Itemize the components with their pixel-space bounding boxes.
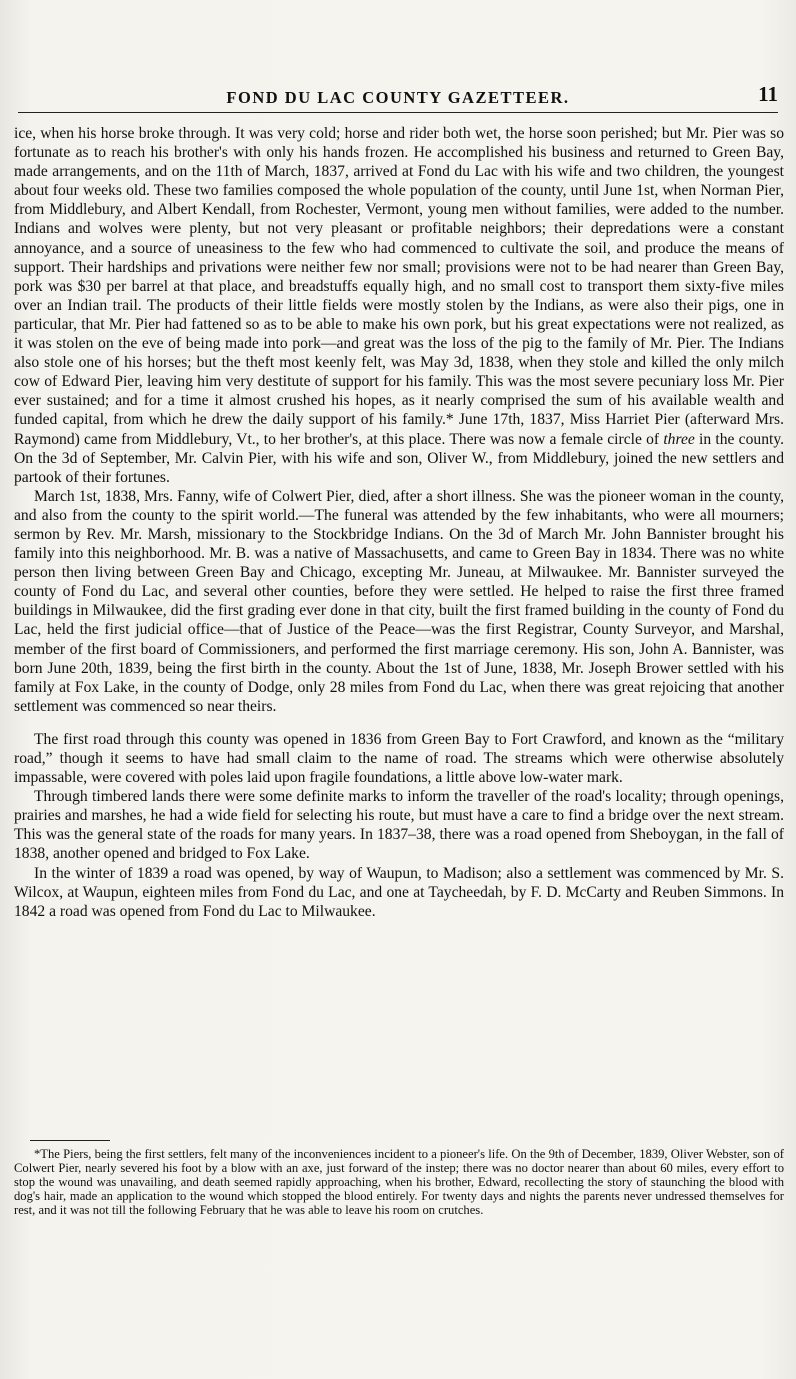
paragraph-1-text-a: ice, when his horse broke through. It was very cold; horse and rider both wet, the horse soon perished; but Mr. Pier was so fortunate as to reach his brother's with only his hands frozen. He accomplished his business and returned to Green Bay, made arrangements, and on the 11th of March, 1837, arrived at Fond du Lac with his wife and two children, the youngest about four weeks old. These two families composed the whole population of the county, until June 1st, when Norman Pier, from Middlebury, and Albert Kendall, from Rochester, Vermont, young men without families, were added to the number. Indians and wolves were plenty, but not very pleasant or profitable neighbors; their depredations were a constant annoyance, and a source of uneasiness to the few who had commenced to cultivate the soil, and produce the means of support. Their hardships and privations were neither few nor small; provisions were not to be had nearer than Green Bay, pork was $30 per barrel at that place, and breadstuffs equally high, and no small cost to transport them sixty-five miles over an Indian trail. The products of their little fields were mostly stolen by the Indians, as were also their pigs, one in particular, that Mr. Pier had fattened so as to be able to make his own pork, but his great expectations were not realized, as it was stolen on the eve of being made into pork—and great was the loss of the pig to the family of Mr. Pier. The Indians also stole one of his horses; but the theft most keenly felt, was May 3d, 1838, when they stole and killed the only milch cow of Edward Pier, leaving him very destitute of support for his family. This was the most severe pecuniary loss Mr. Pier ever sustained; and for a time it almost crushed his hopes, as it nearly comprised the sum of his available wealth and funded capital, from which he drew the daily support of his family.* June 17th, 1837, Miss Harriet Pier (afterward Mrs. Raymond) came from Middlebury, Vt., to her brother's, at this place. There was now a female circle of [14,125,784,448]
footnote-text: *The Piers, being the first settlers, felt many of the inconveniences incident to a pioneer's life. On the 9th of December, 1839, Oliver Webster, son of Colwert Pier, nearly severed his foot by a blow with an axe, just forward of the instep; there was no doctor nearer than about 60 miles, every effort to stop the wound was unavailing, and death seemed rapidly approaching, when his brother, Edward, recollecting the story of staunching the blood with dog's hair, made an application to the wound which stopped the blood entirely. For twenty days and nights the parents never undressed themselves for rest, and it was not till the following February that he was able to leave his room on crutches. [14,1147,784,1217]
paragraph-3: The first road through this county was opened in 1836 from Green Bay to Fort Crawford, and known as the “military road,” though it seems to have had small claim to the name of road. The streams which were otherwise absolutely impassable, were covered with poles laid upon fragile foundations, a little above low-water mark. [14,730,784,787]
footnote-rule [30,1140,110,1141]
paragraph-1 [14,124,784,487]
running-header [18,82,778,113]
body-text [14,124,784,921]
paragraph-5: In the winter of 1839 a road was opened, by way of Waupun, to Madison; also a settlement was commenced by Mr. S. Wilcox, at Waupun, eighteen miles from Fond du Lac, and one at Taycheedah, by F. D. McCarty and Reuben Simmons. In 1842 a road was opened from Fond du Lac to Milwaukee. [14,864,784,920]
page-number: 11 [758,82,778,106]
paragraph-2: March 1st, 1838, Mrs. Fanny, wife of Colwert Pier, died, after a short illness. She was the pioneer woman in the county, and also from the county to the spirit world.—The funeral was attended by the few inhabitants, who were all mourners; sermon by Rev. Mr. Marsh, missionary to the Stockbridge Indians. On the 3d of March Mr. John Bannister brought his family into this neighborhood. Mr. B. was a native of Massachusetts, and came to Green Bay in 1834. There was no white person then living between Green Bay and Chicago, excepting Mr. Juneau, at Milwaukee. Mr. Bannister surveyed the county of Fond du Lac, and several other counties, before they were settled. He helped to raise the first three framed buildings in Milwaukee, did the first grading ever done in that city, built the first framed building in the county of Fond du Lac, held the first judicial office—that of Justice of the Peace—was the first Registrar, County Surveyor, and Marshal, member of the first board of Commissioners, and performed the first marriage ceremony. His son, John A. Bannister, was born June 20th, 1839, being the first birth in the county. About the 1st of June, 1838, Mr. Joseph Brower settled with his family at Fox Lake, in the county of Dodge, only 28 miles from Fond du Lac, when there was great rejoicing that another settlement was commenced so near theirs. [14,487,784,715]
running-title: FOND DU LAC COUNTY GAZETTEER. [226,88,570,107]
paragraph-1-italic: three [663,430,695,448]
paragraph-1-text-b: in the county. On the 3d of September, Mr. Calvin Pier, with his wife and son, Oliver W., from Middlebury, joined the new settlers and partook of their fortunes. [14,430,785,486]
paragraph-4: Through timbered lands there were some definite marks to inform the traveller of the road's locality; through openings, prairies and marshes, he had a wide field for selecting his route, but must have a care to find a bridge over the next stream. This was the general state of the roads for many years. In 1837–38, there was a road opened from Sheboygan, in the fall of 1838, another opened and bridged to Fox Lake. [14,788,784,863]
footnote [14,1148,784,1218]
